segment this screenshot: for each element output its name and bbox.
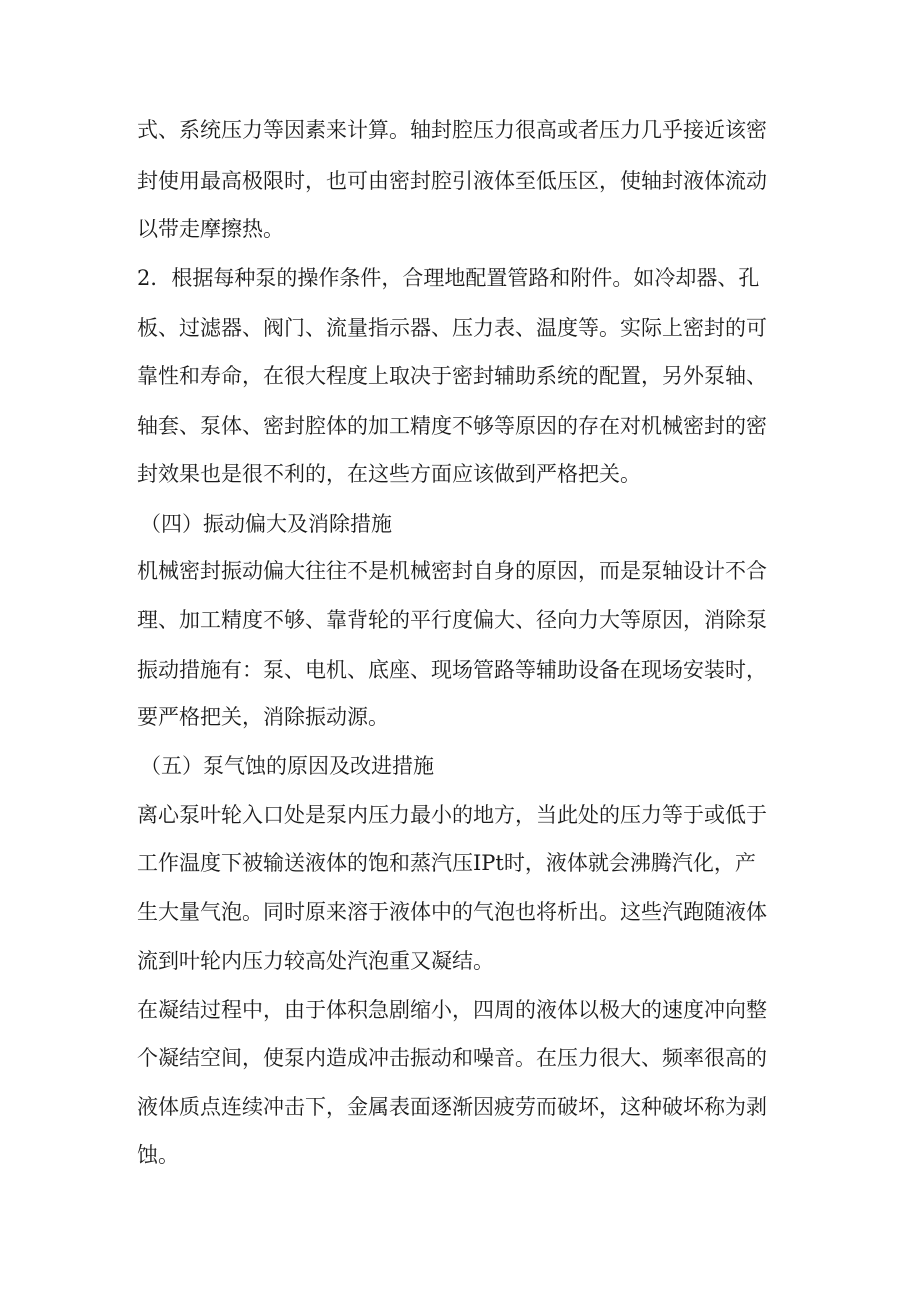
- text-line: 在凝结过程中，由于体积急剧缩小，四周的液体以极大的速度冲向整: [137, 998, 767, 1022]
- text-line: 靠性和寿命，在很大程度上取决于密封辅助系统的配置，另外泵轴、: [137, 364, 767, 388]
- text-line: 机械密封振动偏大往往不是机械密封自身的原因，而是泵轴设计不合: [137, 559, 767, 583]
- text-line: 离心泵叶轮入口处是泵内压力最小的地方，当此处的压力等于或低于: [137, 803, 767, 827]
- text-line: 蚀。: [137, 1143, 179, 1167]
- text-line: 轴套、泵体、密封腔体的加工精度不够等原因的存在对机械密封的密: [137, 414, 767, 438]
- section-heading-5: （五）泵气蚀的原因及改进措施: [140, 754, 434, 778]
- text-line: 理、加工精度不够、靠背轮的平行度偏大、径向力大等原因，消除泵: [137, 608, 767, 632]
- section-heading-4: （四）振动偏大及消除措施: [140, 512, 392, 536]
- text-line: 工作温度下被输送液体的饱和蒸汽压IPt时，液体就会沸腾汽化，产: [137, 851, 756, 875]
- text-line: 生大量气泡。同时原来溶于液体中的气泡也将析出。这些汽跑随液体: [137, 900, 767, 924]
- text-line: 要严格把关，消除振动源。: [137, 705, 389, 729]
- text-line: 板、过滤器、阀门、流量指示器、压力表、温度等。实际上密封的可: [137, 316, 767, 340]
- text-line: 流到叶轮内压力较高处汽泡重又凝结。: [137, 949, 494, 973]
- text-line: 封效果也是很不利的，在这些方面应该做到严格把关。: [137, 462, 641, 486]
- text-line: 封使用最高极限时，也可由密封腔引液体至低压区，使轴封液体流动: [137, 169, 767, 193]
- text-line: 式、系统压力等因素来计算。轴封腔压力很高或者压力几乎接近该密: [137, 118, 767, 142]
- text-line: 振动措施有：泵、电机、底座、现场管路等辅助设备在现场安装时，: [137, 658, 767, 682]
- list-item-2-line: 2．根据每种泵的操作条件，合理地配置管路和附件。如冷却器、孔: [137, 266, 760, 290]
- text-line: 液体质点连续冲击下，金属表面逐渐因疲劳而破坏，这种破坏称为剥: [137, 1095, 767, 1119]
- text-line: 个凝结空间，使泵内造成冲击振动和噪音。在压力很大、频率很高的: [137, 1046, 767, 1070]
- text-line: 以带走摩擦热。: [137, 217, 284, 241]
